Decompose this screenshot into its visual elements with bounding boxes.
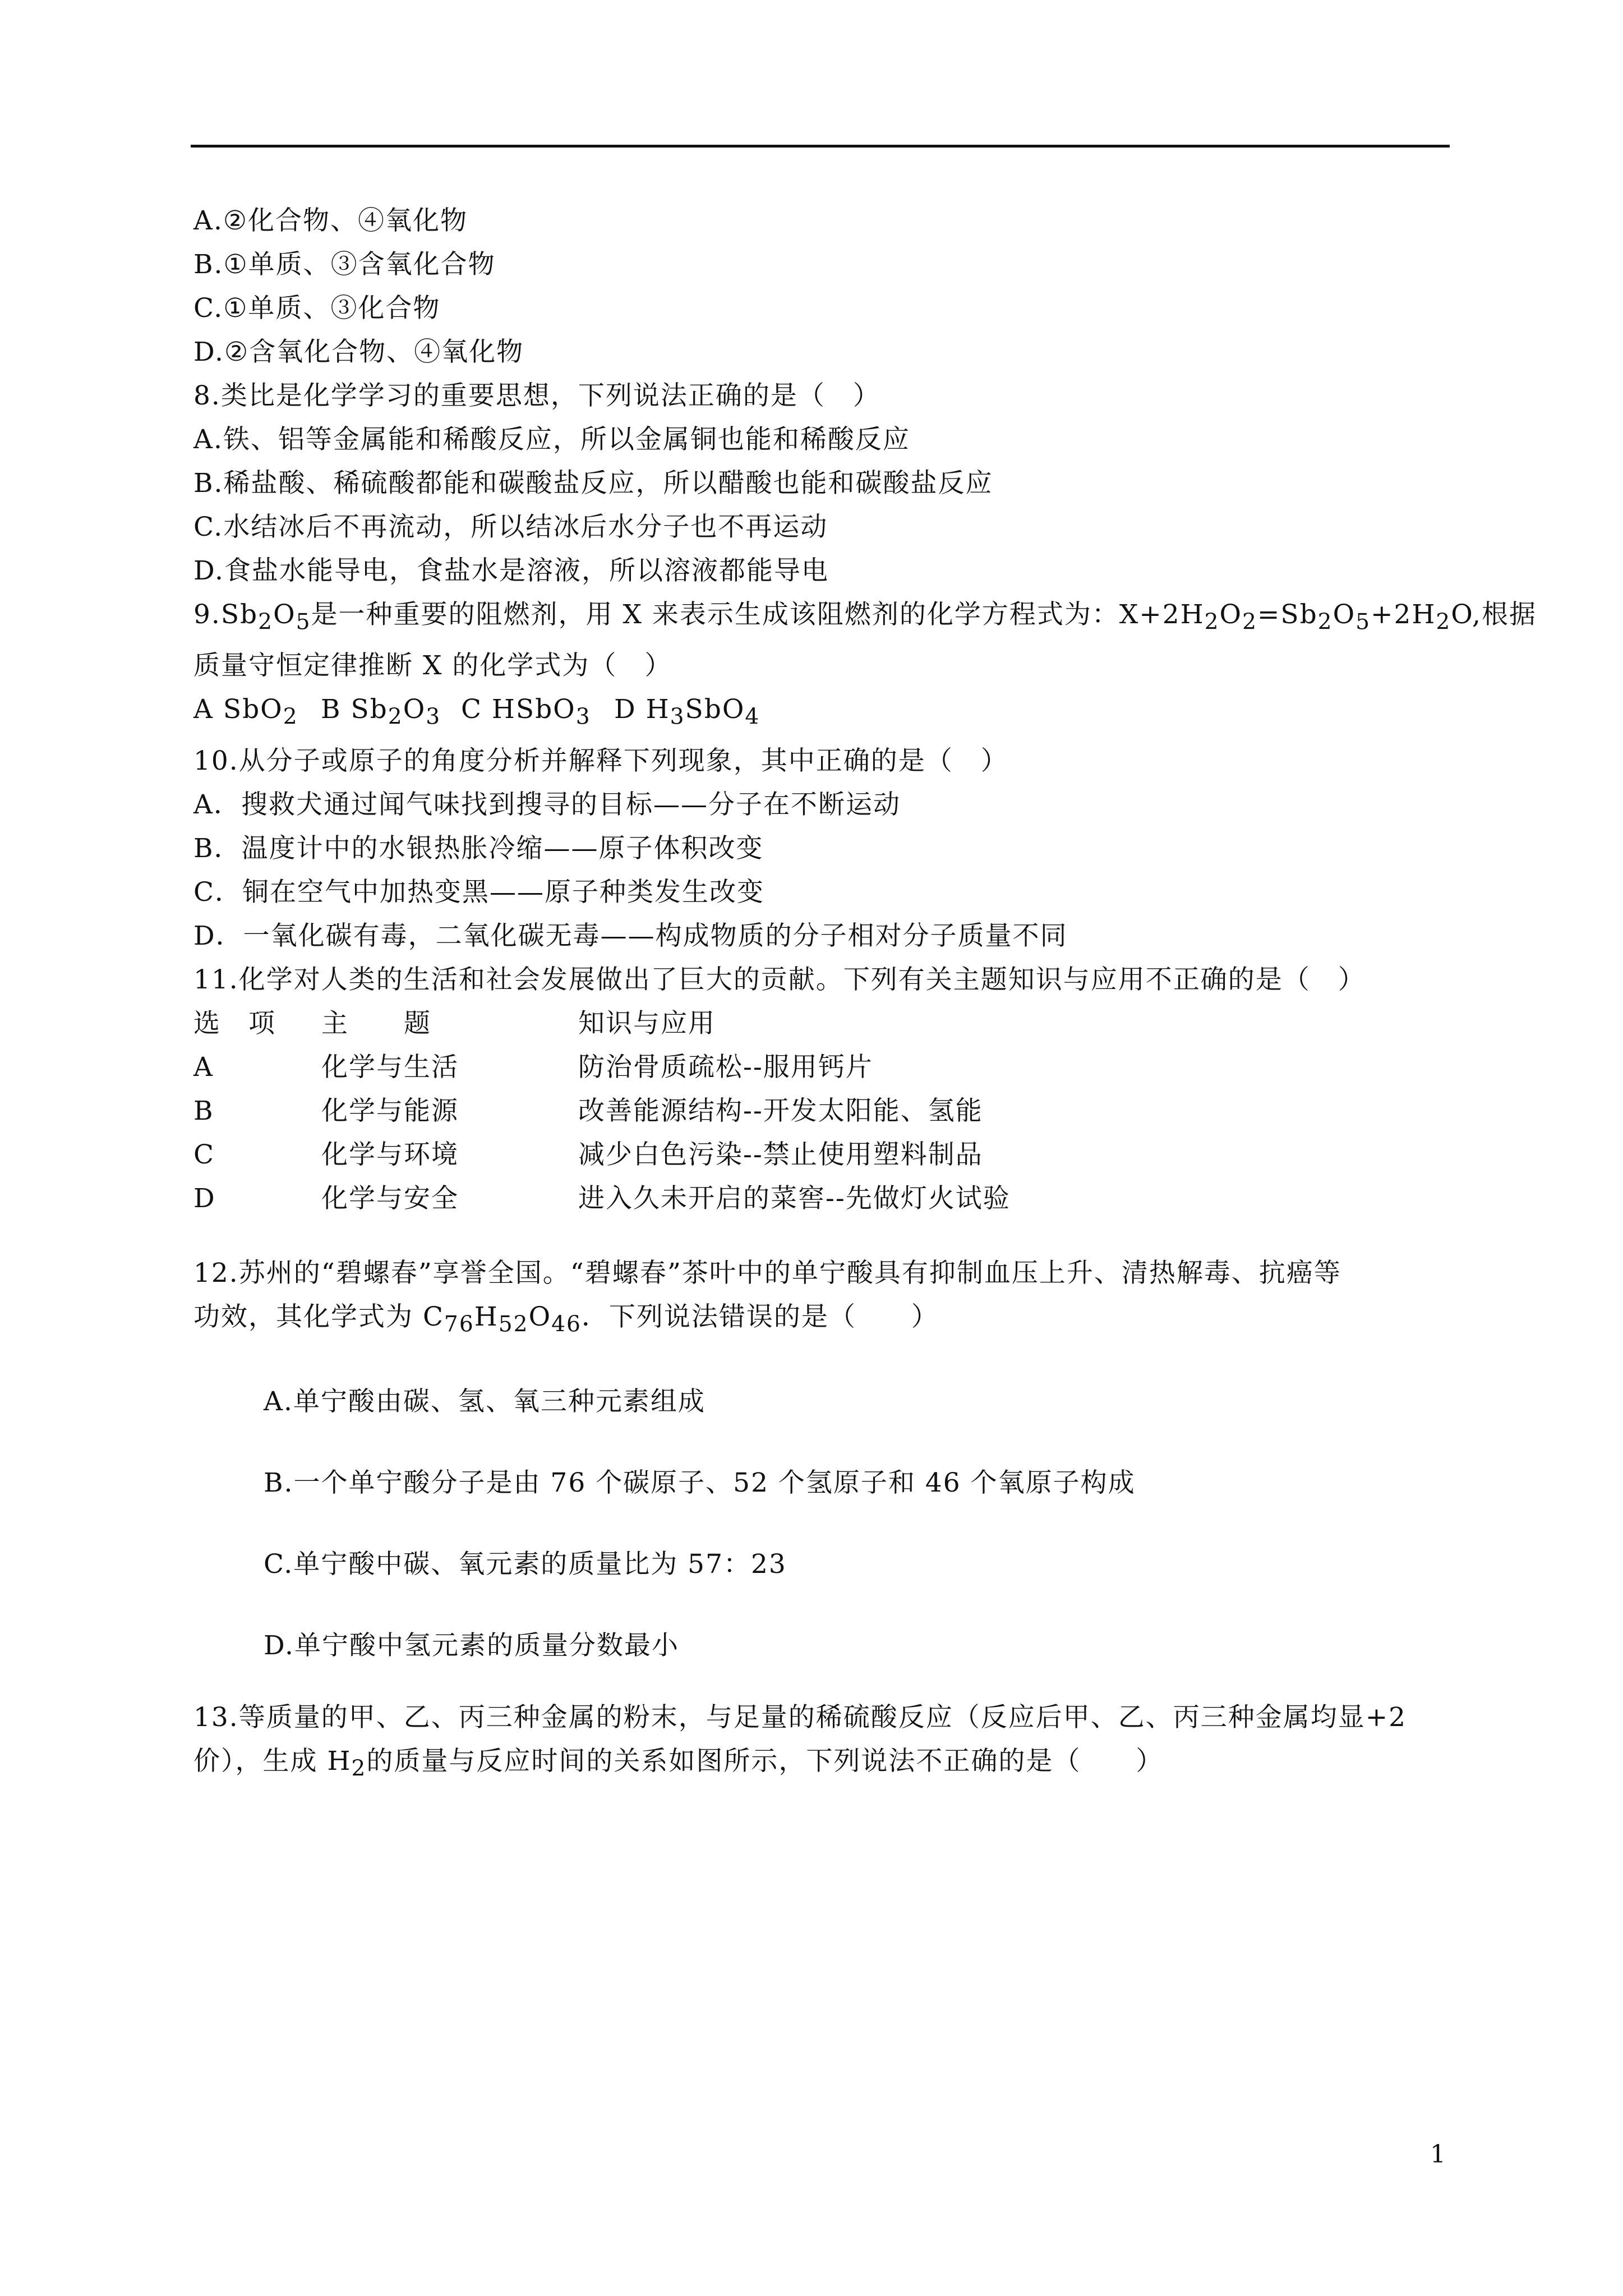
q10-option-d: D．一氧化碳有毒，二氧化碳无毒——构成物质的分子相对分子质量不同 (193, 920, 1068, 951)
q11-row-key: C (193, 1139, 215, 1170)
q9-stem-line1: $9.Sb_2O_5$是一种重要的阻燃剂，用 X 来表示生成该阻燃剂的化学方程式为：$X+2H_2O_2=Sb_2O_5+2H_2O$,根据 (193, 599, 1537, 635)
q12-options (193, 1380, 1447, 1668)
q11-row-application: 改善能源结构--开发太阳能、氢能 (578, 1095, 983, 1126)
q11-header-topic: 主 题 (321, 1007, 431, 1039)
q11-row-key: D (193, 1182, 216, 1214)
q12-stem-line2: 功效，其化学式为 $C_{76}H_{52}O_{46}$．下列说法错误的是（ ） (193, 1301, 939, 1337)
q11-header-application: 知识与应用 (578, 1007, 716, 1039)
q8-option-a: A.铁、铝等金属能和稀酸反应，所以金属铜也能和稀酸反应 (193, 424, 910, 455)
q8-option-b: B.稀盐酸、稀硫酸都能和碳酸盐反应，所以醋酸也能和碳酸盐反应 (193, 468, 993, 499)
q7-option-b: B.①单质、③含氧化合物 (193, 249, 496, 280)
q8-option-c: C.水结冰后不再流动，所以结冰后水分子也不再运动 (193, 512, 828, 542)
q9-option-d: D $H_3SbO_4$ (614, 694, 760, 730)
q11-row-application: 进入久未开启的菜窖--先做灯火试验 (578, 1182, 1011, 1214)
page-number: 1 (1430, 2140, 1446, 2169)
q8-option-d: D.食盐水能导电，食盐水是溶液，所以溶液都能导电 (193, 555, 829, 586)
table-row (193, 1133, 1447, 1177)
q11-row-topic: 化学与安全 (321, 1182, 459, 1214)
q11-row-application: 减少白色污染--禁止使用塑料制品 (578, 1139, 983, 1170)
q10-stem: 10.从分子或原子的角度分析并解释下列现象，其中正确的是（ ） (193, 745, 1008, 776)
table-row (193, 1177, 1447, 1221)
document-body (193, 199, 1537, 1791)
q12-option-b: B.一个单宁酸分子是由 76 个碳原子、52 个氢原子和 46 个氧原子构成 (264, 1467, 1136, 1499)
q11-header-option: 选 项 (193, 1007, 276, 1039)
q7-option-a: A.②化合物、④氧化物 (193, 205, 468, 236)
q7-option-c: C.①单质、③化合物 (193, 293, 441, 324)
q11-row-key: A (193, 1051, 214, 1083)
q12-option-a: A.单宁酸由碳、氢、氧三种元素组成 (264, 1386, 706, 1418)
q11-table-header (193, 1002, 1447, 1046)
table-row (193, 1046, 1447, 1089)
q9-option-b: B $Sb_2O_3$ (321, 694, 441, 730)
q12-option-c: C.单宁酸中碳、氧元素的质量比为 57：23 (264, 1549, 787, 1580)
q8-stem: 8.类比是化学学习的重要思想，下列说法正确的是（ ） (193, 380, 880, 411)
q7-option-d: D.②含氧化合物、④氧化物 (193, 337, 524, 367)
q11-stem: 11.化学对人类的生活和社会发展做出了巨大的贡献。下列有关主题知识与应用不正确的是（ ） (193, 964, 1366, 995)
q10-option-a: A．搜救犬通过闻气味找到搜寻的目标——分子在不断运动 (193, 789, 901, 820)
q9-stem-line2: 质量守恒定律推断 X 的化学式为（ ） (193, 650, 672, 682)
q9-option-c: C HSbO$_3$ (461, 694, 591, 730)
q11-row-application: 防治骨质疏松--服用钙片 (578, 1051, 873, 1083)
q13-stem-line2: 价），生成 $H_2$的质量与反应时间的关系如图所示，下列说法不正确的是（ ） (193, 1746, 1164, 1782)
header-rule (191, 145, 1450, 148)
q9-options (193, 688, 1447, 739)
q12-stem-line1: 12.苏州的“碧螺春”享誉全国。“碧螺春”茶叶中的单宁酸具有抑制血压上升、清热解毒、抗癌等 (193, 1257, 1341, 1289)
spacer (193, 1221, 1447, 1251)
q10-option-b: B．温度计中的水银热胀冷缩——原子体积改变 (193, 832, 764, 864)
q11-row-key: B (193, 1095, 214, 1126)
q13-stem-line1: 13.等质量的甲、乙、丙三种金属的粉末，与足量的稀硫酸反应（反应后甲、乙、丙三种金属均显+2 (193, 1702, 1407, 1733)
table-row (193, 1089, 1447, 1133)
q9-option-a: A SbO$_2$ (193, 694, 298, 730)
q10-option-c: C．铜在空气中加热变黑——原子种类发生改变 (193, 876, 764, 908)
q11-row-topic: 化学与环境 (321, 1139, 459, 1170)
q11-row-topic: 化学与生活 (321, 1051, 459, 1083)
q12-option-d: D.单宁酸中氢元素的质量分数最小 (264, 1630, 679, 1662)
q11-row-topic: 化学与能源 (321, 1095, 459, 1126)
